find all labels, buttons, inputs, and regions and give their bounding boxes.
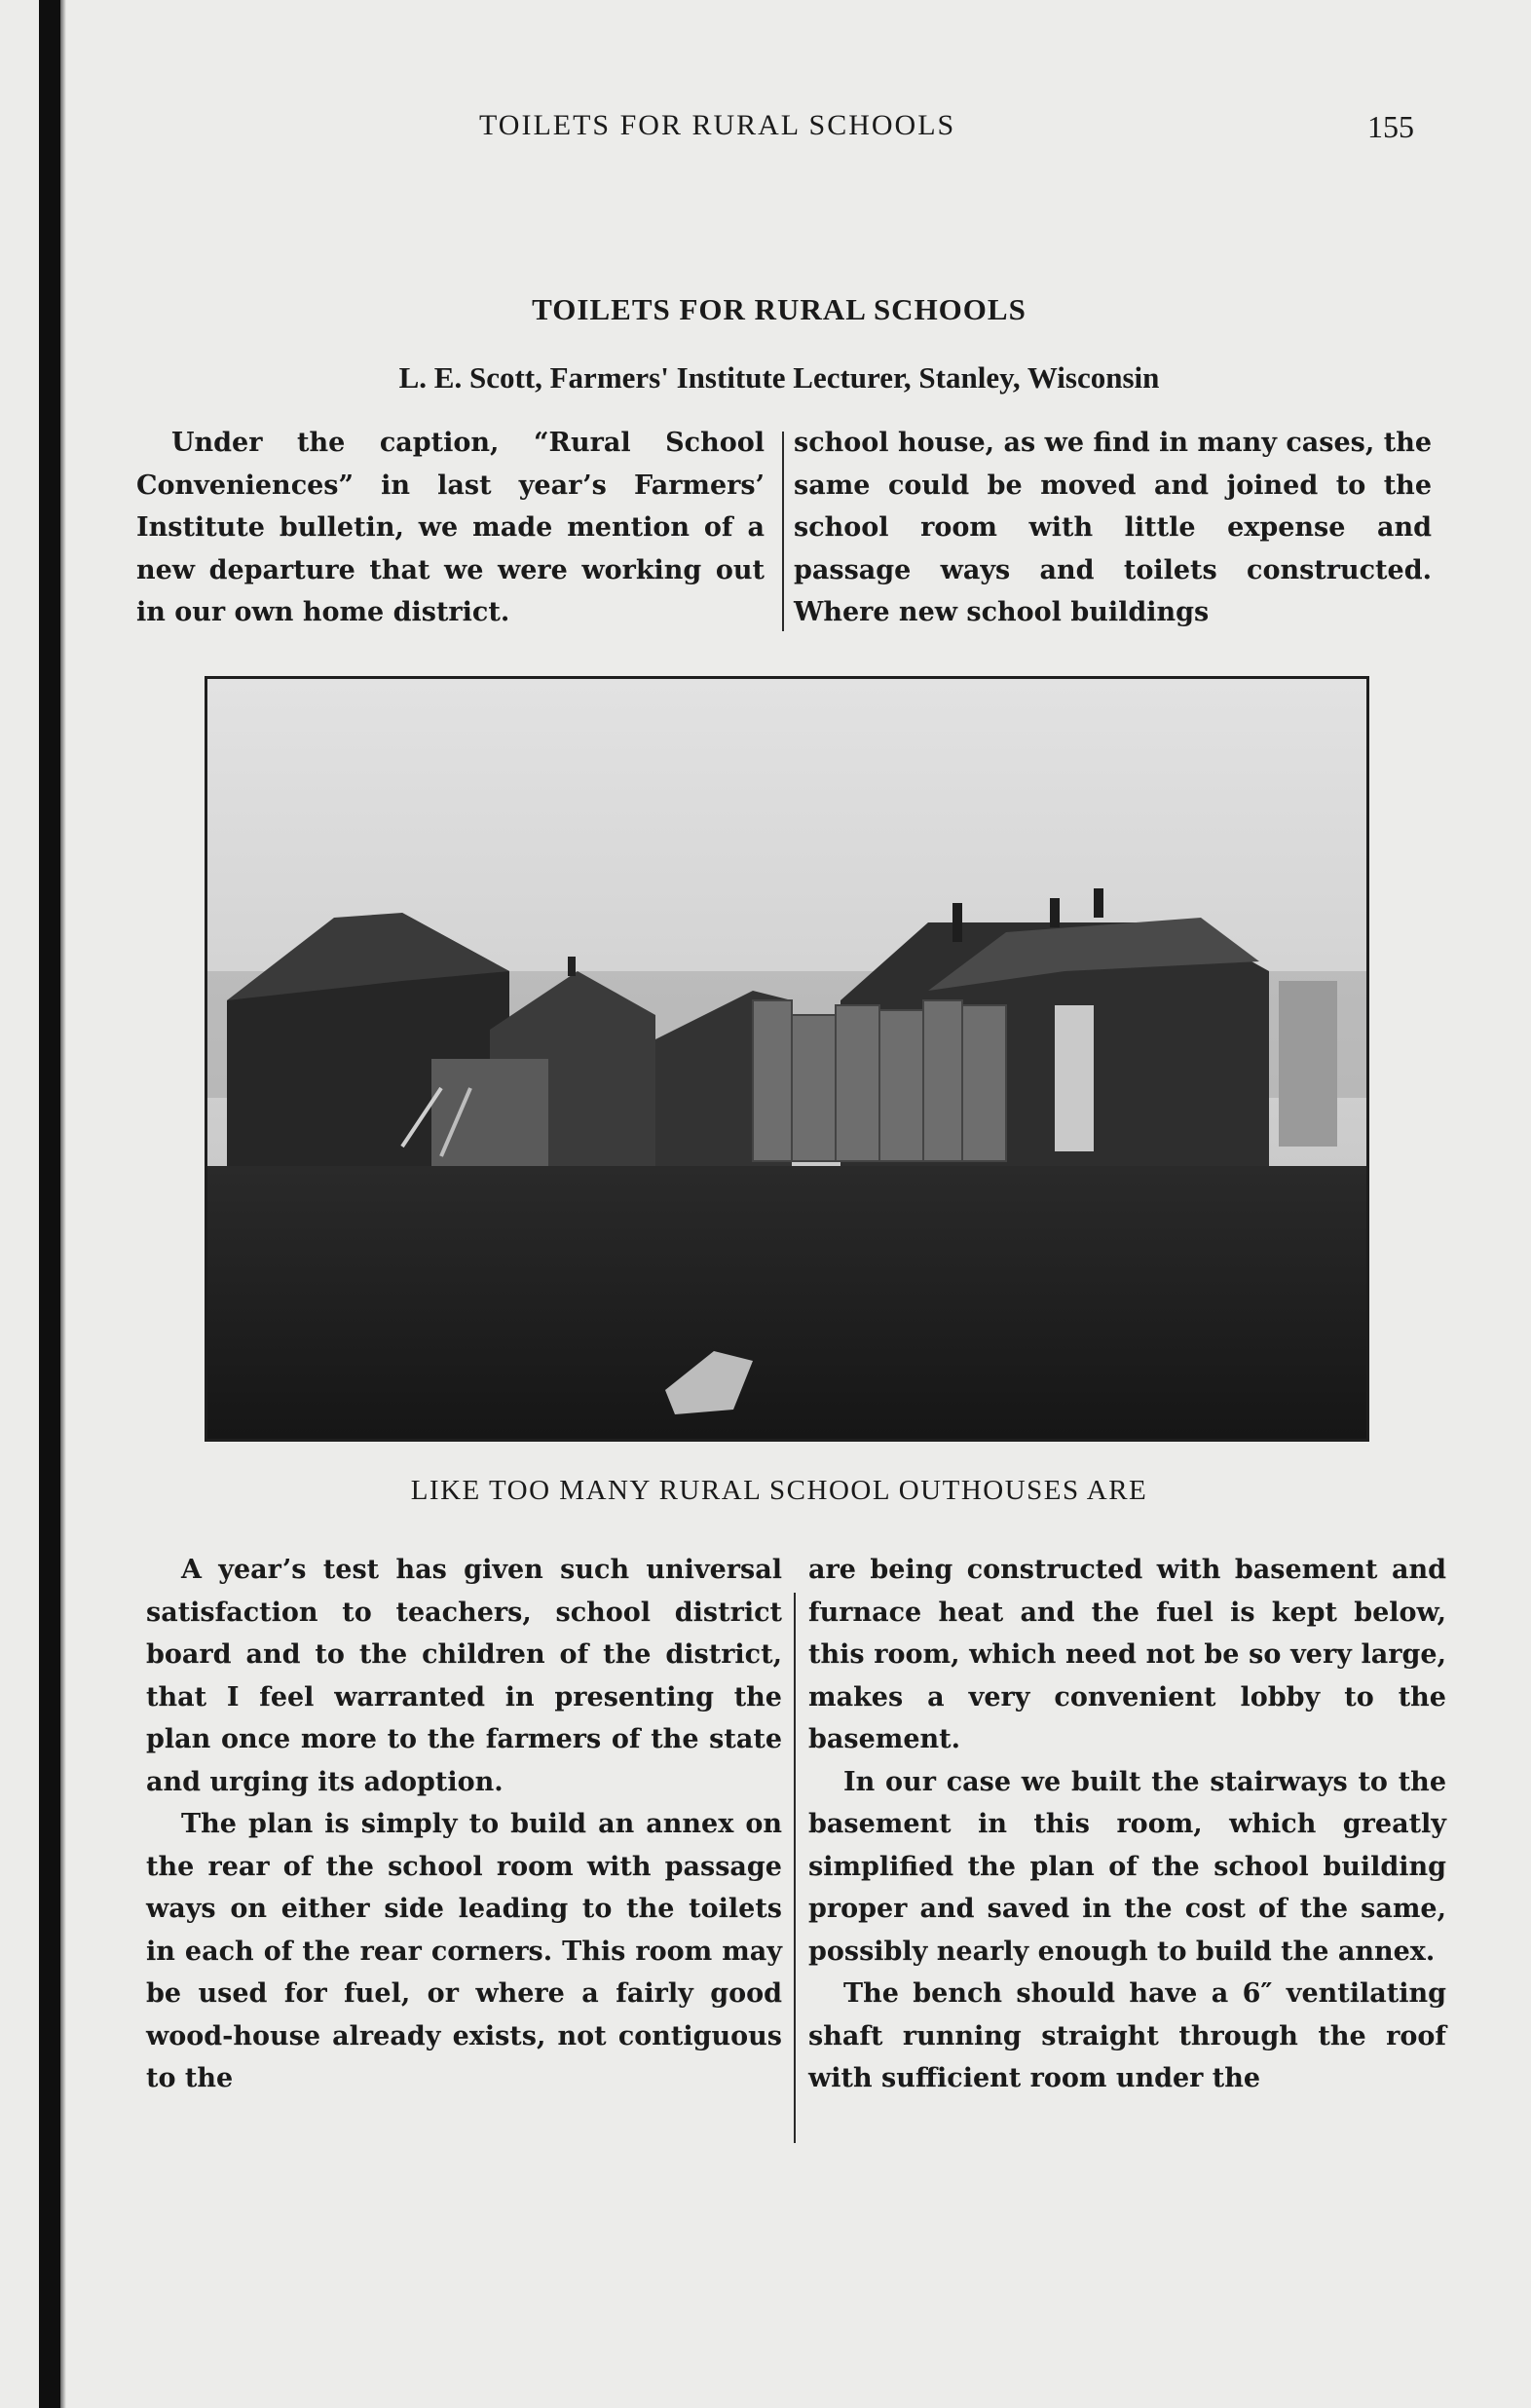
paragraph: A year’s test has given such universal satisfaction to teachers, school district board and to the children of the district, that I feel warranted in presenting the plan once more to the farmers of the state and urging its adoption. xyxy=(146,1555,782,1797)
photograph-outhouses xyxy=(205,676,1369,1442)
paragraph: Under the caption, “Rural School Conveniences” in last year’s Farmers’ Institute bulletin, we made mention of a new departure that we were working out in our own home district. xyxy=(136,428,765,627)
photo-caption: LIKE TOO MANY RURAL SCHOOL OUTHOUSES ARE xyxy=(410,1475,1148,1506)
column-bottom-left xyxy=(146,1549,782,2100)
column-top-right xyxy=(794,422,1432,634)
column-top-left xyxy=(136,422,765,634)
article-title: TOILETS FOR RURAL SCHOOLS xyxy=(532,292,1027,326)
paragraph: The plan is simply to build an annex on the rear of the school room with passage ways on either side leading to the toilets in each of the rear corners. This room may be used for fuel, or where a fairly good wood-house already exists, not contiguous to the xyxy=(146,1809,782,2093)
paragraph: In our case we built the stairways to the basement in this room, which greatly simplified the plan of the school building proper and saved in the cost of the same, possibly nearly enough to build the annex. xyxy=(808,1766,1446,1967)
column-divider xyxy=(782,432,784,631)
page-number: 155 xyxy=(1367,109,1414,144)
running-head-title: TOILETS FOR RURAL SCHOOLS xyxy=(479,109,956,141)
running-head xyxy=(146,109,1432,148)
article-byline: L. E. Scott, Farmers' Institute Lecturer, Stanley, Wisconsin xyxy=(398,360,1160,395)
column-bottom-right xyxy=(808,1549,1446,2100)
paragraph: school house, as we find in many cases, the same could be moved and joined to the school room with little expense and passage ways and toilets constructed. Where new school buildings xyxy=(794,428,1432,627)
paragraph: are being constructed with basement and furnace heat and the fuel is kept below, this room, which need not be so very large, makes a very convenient lobby to the basement. xyxy=(808,1555,1446,1754)
paragraph: The bench should have a 6″ ventilating shaft running straight through the roof with sufficient room under the xyxy=(808,1978,1446,2093)
column-divider xyxy=(794,1593,796,2143)
